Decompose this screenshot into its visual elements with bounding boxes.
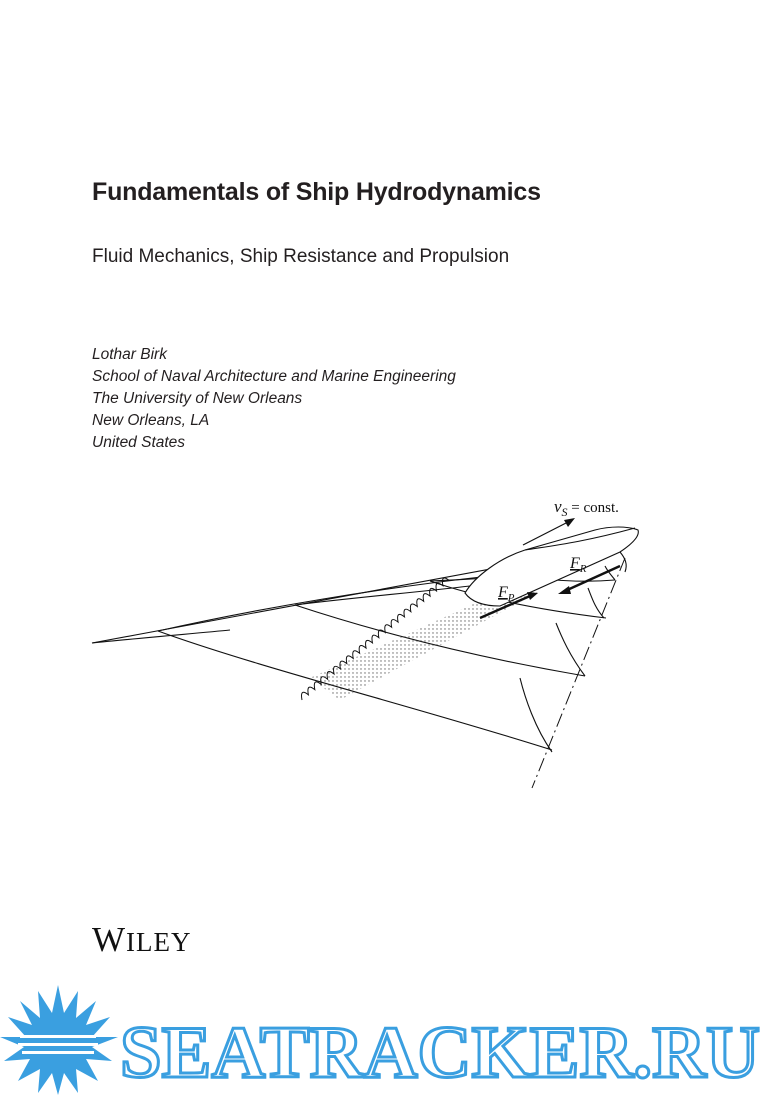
velocity-label: $v_S$ = const. [554, 497, 619, 519]
watermark-text: SEATRACKER.RU [120, 1012, 761, 1094]
resistance-force-label: $F_R$ [570, 555, 587, 575]
publisher-first-letter: W [92, 920, 127, 959]
author-affiliation-country: United States [92, 434, 186, 451]
author-name: Lothar Birk [92, 346, 167, 363]
ship-hull [465, 527, 638, 606]
propulsion-force-label: $F_P$ [498, 584, 515, 604]
ship-wake-illustration [80, 488, 660, 808]
author-block [92, 344, 456, 454]
publisher-logo [92, 920, 192, 960]
publisher-rest: ILEY [126, 927, 192, 957]
author-affiliation-school: School of Naval Architecture and Marine Engineering [92, 368, 456, 385]
centerline [532, 558, 625, 788]
book-title: Fundamentals of Ship Hydrodynamics [92, 178, 541, 206]
watermark [0, 985, 770, 1095]
author-affiliation-university: The University of New Orleans [92, 390, 303, 407]
sun-burst-icon [0, 985, 118, 1095]
book-subtitle: Fluid Mechanics, Ship Resistance and Propulsion [92, 246, 510, 267]
author-affiliation-city: New Orleans, LA [92, 412, 210, 429]
